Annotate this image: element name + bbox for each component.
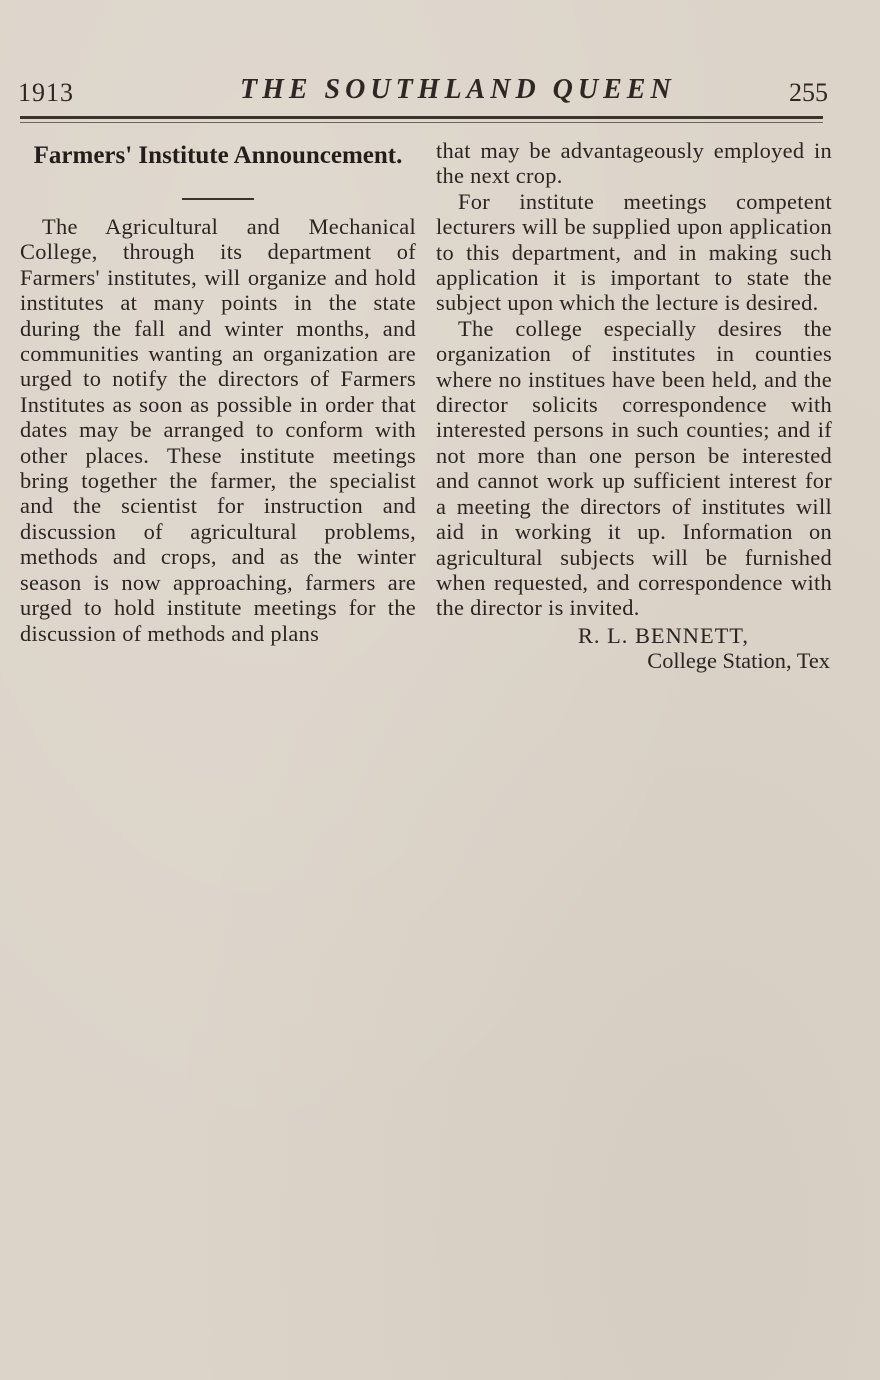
body-paragraph: The college especially desires the organization of institutes in counties where no institues have been held, and the director solicits correspondence with interested persons in such counties; and if not more than one person be interested and cannot work up sufficient interest for a meeting the directors of institutes will aid in working it up. Information on agricultural subjects will be furnished when requested, and correspondence with the director is invited. [436,315,832,621]
running-head [18,74,828,108]
header-rule [20,116,823,119]
signature-place: College Station, Tex [647,648,830,674]
body-paragraph-continued: that may be advantageously employed in the next crop. [436,138,832,189]
journal-title: THE SOUTHLAND QUEEN [240,74,676,105]
signature-block [436,623,832,674]
body-paragraph: For institute meetings competent lecturers will be supplied upon application to this department, and in making such application it is important to state the subject upon which the lecture is desired. [436,188,832,316]
page-number: 255 [789,78,828,107]
header-rule-thin [20,122,823,123]
issue-year: 1913 [18,78,74,107]
left-column [20,138,416,646]
article-title: Farmers' Institute Announcement. [33,142,403,169]
signature-name: R. L. BENNETT, [578,622,749,648]
title-divider [182,198,254,200]
body-paragraph: The Agricultural and Mechanical College, through its department of Farmers' institutes, will organize and hold institutes at many points in the state during the fall and winter months, and communities wanting an organization are urged to notify the directors of Farmers Institutes as soon as possible in order that dates may be arranged to conform with other places. These institute meetings bring together the farmer, the specialist and the scientist for instruction and discussion of agricultural problems, methods and crops, and as the winter season is now approaching, farmers are urged to hold institute meetings for the discussion of methods and plans [20,214,416,646]
right-column [436,138,832,674]
